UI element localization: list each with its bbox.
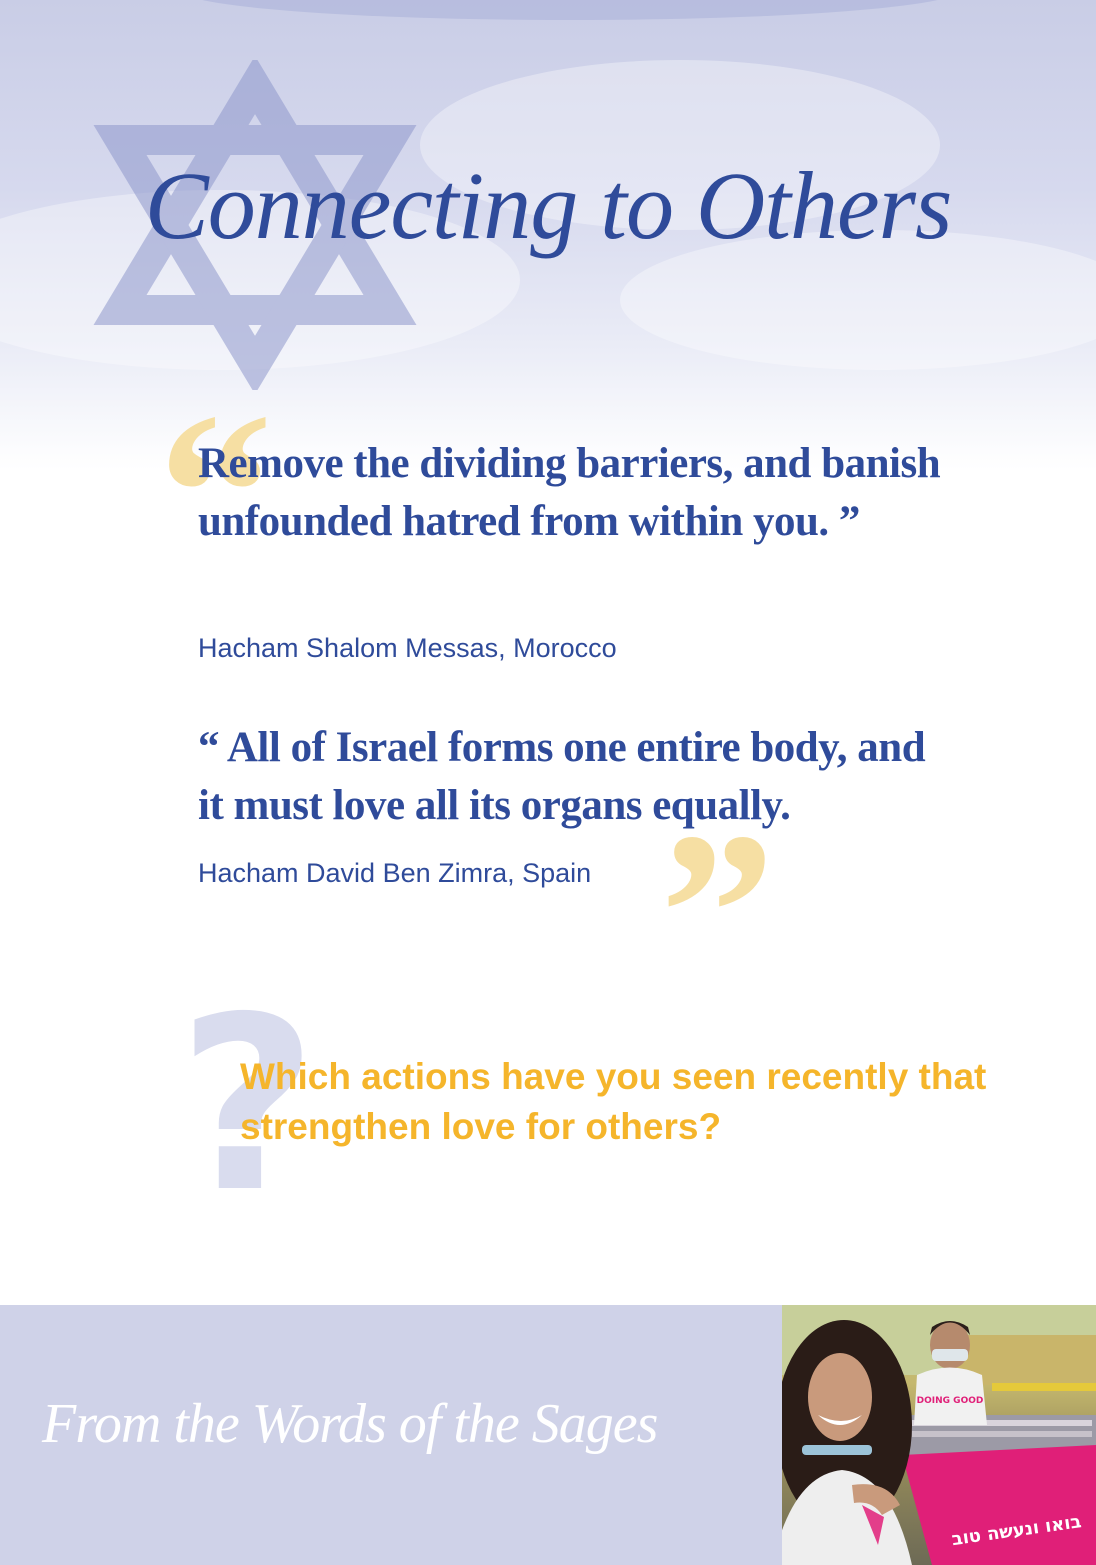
quote-text: “ All of Israel forms one entire body, and it must love all its organs equally. bbox=[198, 724, 926, 829]
question-mark-icon: ? bbox=[178, 965, 318, 1245]
volunteers-photo bbox=[782, 1305, 1096, 1565]
shirt-logo-text: DOING GOOD bbox=[916, 1396, 984, 1406]
footer-label: From the Words of the Sages bbox=[42, 1393, 658, 1455]
photo-illustration bbox=[782, 1305, 1096, 1565]
quote-text: Remove the dividing barriers, and banish unfounded hatred from within you. ” bbox=[198, 440, 941, 545]
quote-attribution: Hacham David Ben Zimra, Spain bbox=[198, 858, 592, 888]
banner-text: בואו ונעשה טוב bbox=[950, 1511, 1083, 1551]
flag-stripe bbox=[180, 0, 960, 20]
open-quote-icon: “ bbox=[158, 365, 273, 620]
reflection-question: Which actions have you seen recently that strengthen love for others? bbox=[240, 1056, 987, 1147]
quote-attribution: Hacham Shalom Messas, Morocco bbox=[198, 633, 617, 663]
close-quote-icon: ” bbox=[660, 785, 775, 1040]
page-title: Connecting to Others bbox=[144, 152, 952, 259]
